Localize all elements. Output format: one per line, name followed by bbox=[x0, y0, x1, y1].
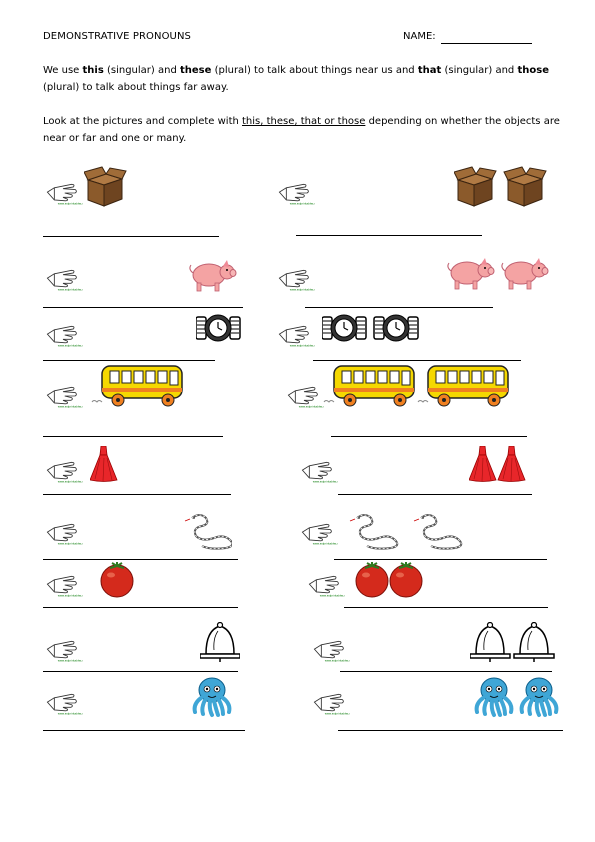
answer-line[interactable] bbox=[43, 559, 238, 560]
pointing-hand-icon bbox=[275, 266, 315, 292]
octopus-picture bbox=[192, 676, 234, 718]
two-tomatoes-picture bbox=[355, 562, 425, 598]
keyword-that: that bbox=[417, 65, 442, 76]
text: (singular) and bbox=[103, 65, 180, 76]
answer-line[interactable] bbox=[296, 235, 482, 236]
answer-line[interactable] bbox=[43, 607, 238, 608]
tomato-picture bbox=[100, 562, 136, 598]
text: depending on whether the objects are near or far and one or many. bbox=[43, 116, 560, 144]
snake-picture bbox=[184, 512, 232, 552]
bell-picture bbox=[200, 622, 240, 664]
keyword-these: these bbox=[179, 65, 212, 76]
pointing-hand-icon bbox=[43, 637, 83, 663]
answer-line[interactable] bbox=[43, 236, 219, 237]
pointing-hand-icon bbox=[43, 458, 83, 484]
pointing-hand-icon bbox=[310, 637, 350, 663]
pointing-hand-icon bbox=[298, 458, 338, 484]
pointing-hand-icon bbox=[275, 180, 315, 206]
pointing-hand-icon bbox=[43, 572, 83, 598]
two-octopuses-picture bbox=[474, 676, 564, 718]
pointing-hand-icon bbox=[305, 572, 345, 598]
pointing-hand-icon bbox=[298, 520, 338, 546]
name-field[interactable] bbox=[441, 43, 532, 44]
two-buses-picture bbox=[322, 364, 514, 410]
answer-line[interactable] bbox=[338, 730, 563, 731]
two-dresses-picture bbox=[469, 446, 527, 484]
pointing-hand-icon bbox=[43, 520, 83, 546]
answer-line[interactable] bbox=[43, 360, 215, 361]
pointing-hand-icon bbox=[43, 383, 83, 409]
keyword-those: those bbox=[517, 65, 549, 76]
bus-picture bbox=[90, 364, 186, 410]
pointing-hand-icon bbox=[275, 322, 315, 348]
answer-line[interactable] bbox=[305, 307, 493, 308]
answer-line[interactable] bbox=[338, 494, 532, 495]
answer-line[interactable] bbox=[331, 436, 527, 437]
answer-line[interactable] bbox=[334, 559, 547, 560]
name-label: NAME: bbox=[403, 31, 436, 42]
answer-line[interactable] bbox=[43, 494, 231, 495]
two-pigs-picture bbox=[443, 256, 549, 292]
text: Look at the pictures and complete with bbox=[43, 116, 243, 127]
text: (plural) to talk about things near us and bbox=[211, 65, 418, 76]
options-underlined: this, these, that or those bbox=[242, 116, 366, 127]
worksheet-title: DEMONSTRATIVE PRONOUNS bbox=[43, 31, 192, 42]
dress-picture bbox=[90, 446, 120, 484]
pointing-hand-icon bbox=[310, 690, 350, 716]
box-picture bbox=[84, 166, 128, 208]
pointing-hand-icon bbox=[43, 322, 83, 348]
watch-picture bbox=[196, 311, 244, 347]
pointing-hand-icon bbox=[43, 180, 83, 206]
two-bells-picture bbox=[470, 622, 556, 664]
answer-line[interactable] bbox=[43, 436, 223, 437]
answer-line[interactable] bbox=[340, 671, 552, 672]
keyword-this: this bbox=[82, 65, 104, 76]
pointing-hand-icon bbox=[43, 690, 83, 716]
answer-line[interactable] bbox=[313, 360, 521, 361]
two-boxes-picture bbox=[454, 166, 550, 208]
instructions-paragraph bbox=[43, 113, 563, 147]
two-watches-picture bbox=[322, 311, 422, 347]
two-snakes-picture bbox=[349, 512, 469, 552]
answer-line[interactable] bbox=[43, 671, 238, 672]
answer-line[interactable] bbox=[344, 607, 548, 608]
pointing-hand-icon bbox=[43, 266, 83, 292]
answer-line[interactable] bbox=[43, 307, 243, 308]
intro-paragraph bbox=[43, 62, 563, 96]
pointing-hand-icon bbox=[284, 383, 324, 409]
text: (plural) to talk about things far away. bbox=[43, 82, 229, 93]
answer-line[interactable] bbox=[43, 730, 245, 731]
pig-picture bbox=[185, 258, 237, 294]
text: (singular) and bbox=[441, 65, 518, 76]
text: We use bbox=[43, 65, 83, 76]
